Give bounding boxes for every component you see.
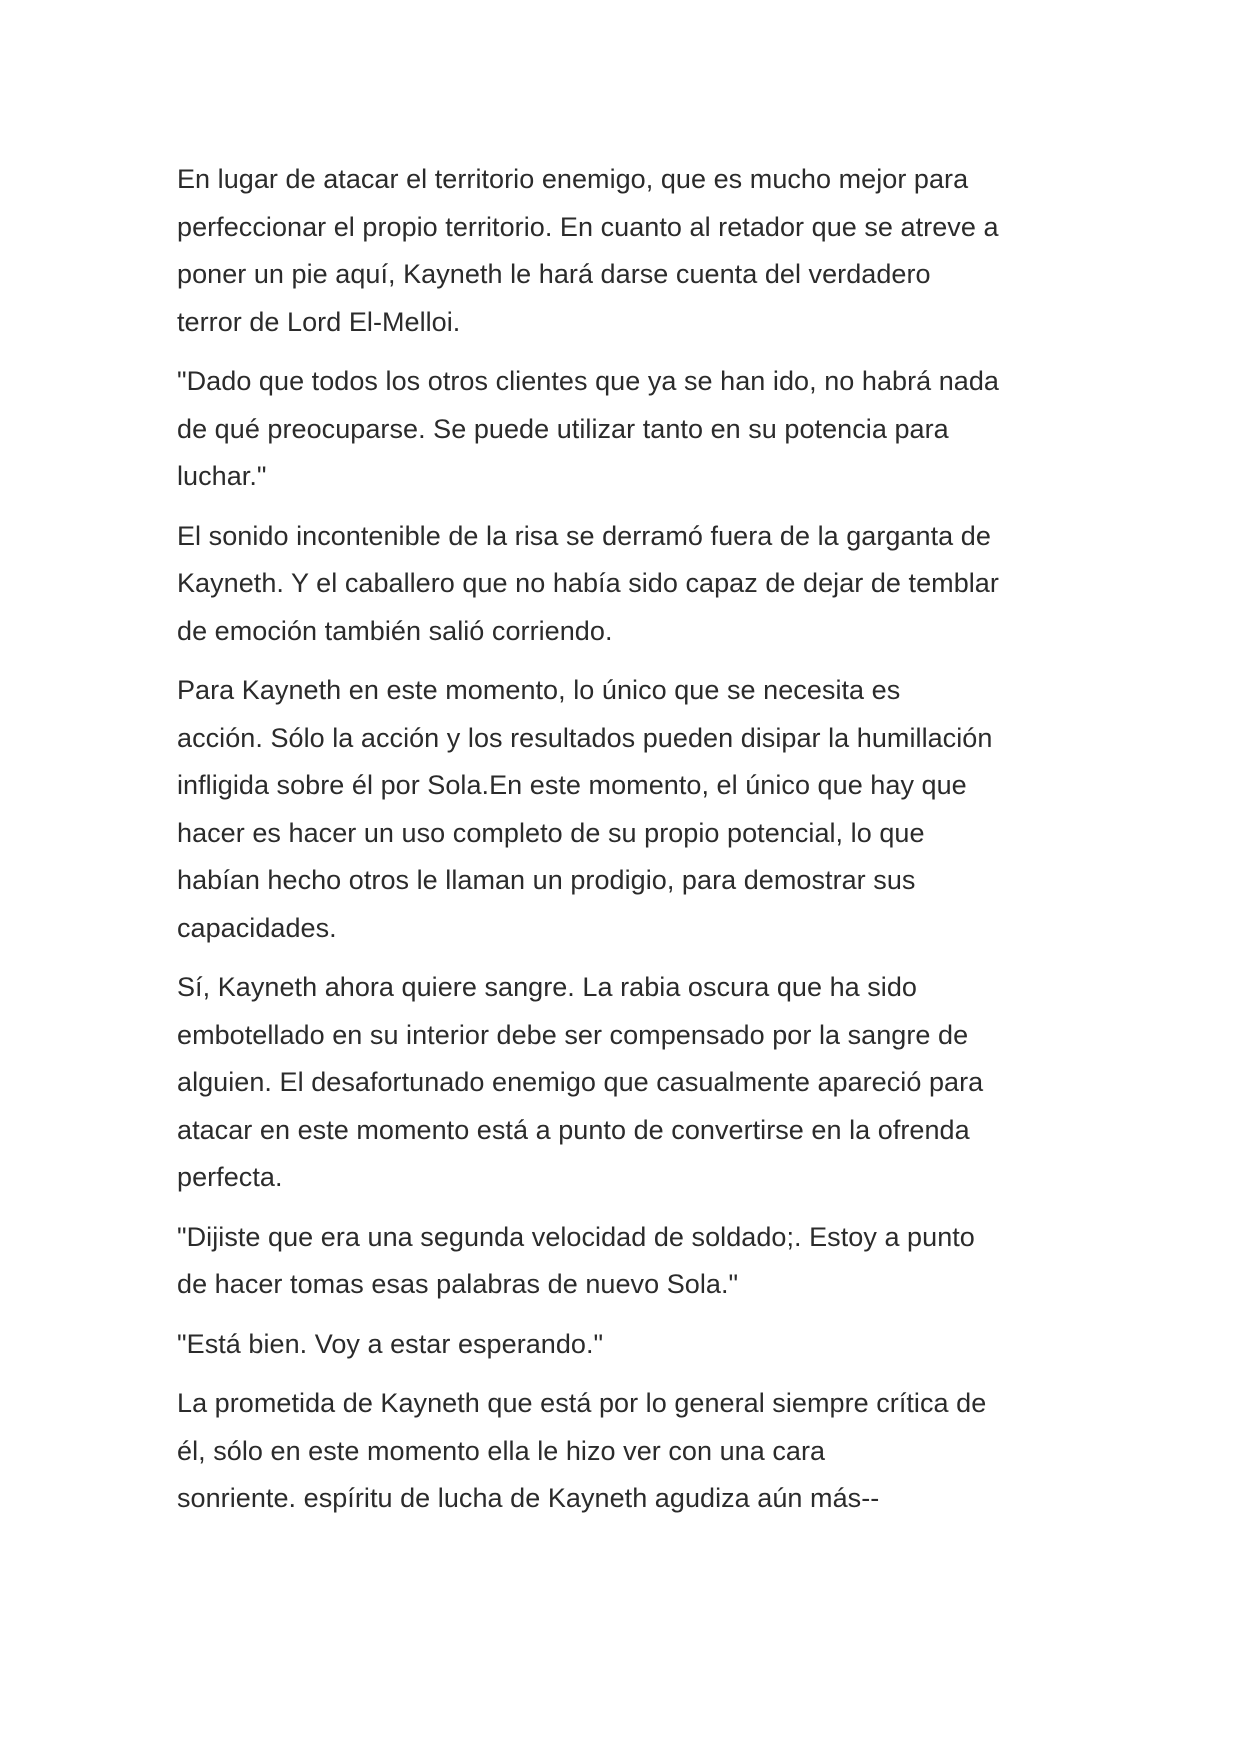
text-line: de qué preocuparse. Se puede utilizar tanto en su potencia para (177, 413, 949, 444)
text-line: La prometida de Kayneth que está por lo general siempre crítica de (177, 1388, 987, 1418)
text-line: "Dado que todos los otros clientes que ya se han ido, no habrá nada (177, 366, 999, 396)
text-line: hacer es hacer un uso completo de su propio potencial, lo que (177, 817, 925, 848)
text-line: El sonido incontenible de la risa se derramó fuera de la garganta de (177, 520, 991, 551)
text-line: infligida sobre él por Sola.En este momento, el único que hay que (177, 770, 967, 800)
text-line: perfecta. (177, 1162, 283, 1192)
text-line: de emoción también salió corriendo. (177, 615, 613, 646)
paragraph (177, 667, 1077, 952)
text-line: "Está bien. Voy a estar esperando." (177, 1328, 604, 1359)
text-line: acción. Sólo la acción y los resultados pueden disipar la humillación (177, 722, 993, 753)
text-line: embotellado en su interior debe ser compensado por la sangre de (177, 1019, 969, 1050)
paragraph (177, 964, 1077, 1202)
text-line: habían hecho otros le llaman un prodigio, para demostrar sus (177, 865, 916, 895)
body-text (177, 156, 1077, 1535)
text-line: poner un pie aquí, Kayneth le hará darse cuenta del verdadero (177, 259, 931, 289)
text-line: Sí, Kayneth ahora quiere sangre. La rabia oscura que ha sido (177, 972, 917, 1002)
paragraph (177, 358, 1077, 501)
paragraph (177, 1214, 1077, 1309)
text-line: de hacer tomas esas palabras de nuevo Sola." (177, 1269, 739, 1299)
text-line: Kayneth. Y el caballero que no había sido capaz de dejar de temblar (177, 568, 999, 598)
text-line: En lugar de atacar el territorio enemigo, que es mucho mejor para (177, 164, 969, 194)
text-line: Para Kayneth en este momento, lo único que se necesita es (177, 675, 901, 705)
text-line: él, sólo en este momento ella le hizo ver con una cara (177, 1435, 826, 1466)
text-line: "Dijiste que era una segunda velocidad de soldado;. Estoy a punto (177, 1221, 975, 1252)
paragraph (177, 513, 1077, 656)
paragraph (177, 1380, 1077, 1523)
text-line: terror de Lord El-Melloi. (177, 306, 461, 337)
paragraph (177, 156, 1077, 346)
paragraph (177, 1321, 1077, 1369)
text-line: alguien. El desafortunado enemigo que casualmente apareció para (177, 1067, 984, 1097)
text-line: luchar." (177, 461, 267, 491)
text-line: capacidades. (177, 912, 337, 943)
text-line: atacar en este momento está a punto de convertirse en la ofrenda (177, 1114, 970, 1145)
text-line: sonriente. espíritu de lucha de Kayneth agudiza aún más-- (177, 1483, 880, 1513)
text-line: perfeccionar el propio territorio. En cuanto al retador que se atreve a (177, 211, 999, 242)
